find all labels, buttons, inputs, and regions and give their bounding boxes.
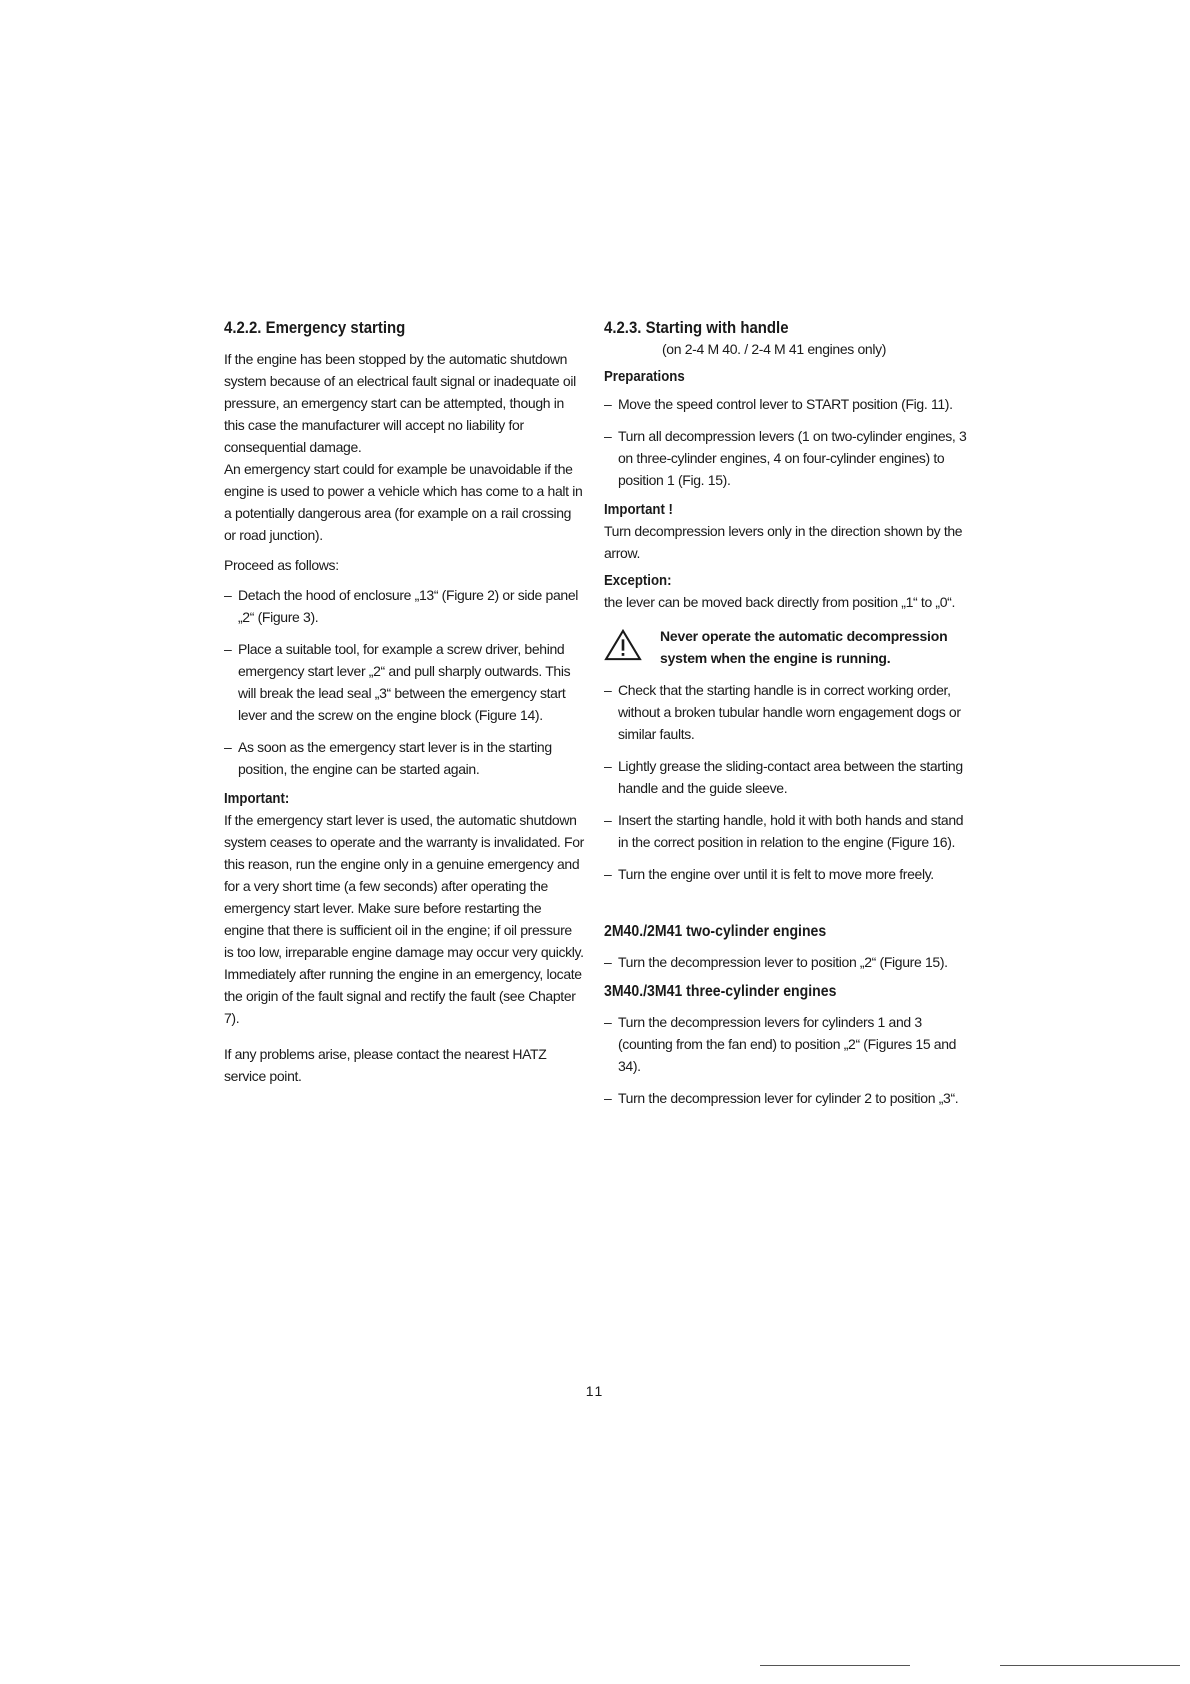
two-cylinder-heading: 2M40./2M41 two-cylinder engines (604, 923, 827, 940)
important-text: Turn decompression levers only in the direction shown by the arrow. (604, 523, 963, 561)
important-label: Important ! (604, 501, 673, 518)
list-item: – Turn the decompression lever to position „2“ (Figure 15). (604, 951, 969, 973)
section-heading-emergency-starting: 4.2.2. Emergency starting (224, 318, 406, 337)
emergency-steps-list (224, 584, 584, 780)
list-item: – Turn all decompression levers (1 on two-cylinder engines, 3 on three-cylinder engines, 4 on four-cylinder engines) to position 1 (Fig. 15). (604, 425, 969, 491)
list-item: – Check that the starting handle is in correct working order, without a broken tubular handle worn engagement dogs or similar faults. (604, 679, 969, 745)
list-item: – Turn the decompression lever for cylinder 2 to position „3“. (604, 1087, 969, 1109)
exception-label: Exception: (604, 572, 672, 589)
warning-text: Never operate the automatic decompression system when the engine is running. (660, 628, 948, 666)
right-column (604, 318, 969, 1119)
list-item: – Turn the decompression levers for cylinders 1 and 3 (counting from the fan end) to position „2“ (Figures 15 and 34). (604, 1011, 969, 1077)
list-item: – Turn the engine over until it is felt to move more freely. (604, 863, 969, 885)
proceed-text: Proceed as follows: (224, 557, 339, 573)
list-item: – Move the speed control lever to START position (Fig. 11). (604, 393, 969, 415)
important-text: If the emergency start lever is used, the automatic shutdown system ceases to operate and the warranty is invalidated. For this reason, run the engine only in a genuine emergency and for a very short time (a few seconds) after operating the emergency start lever. Make sure before restarting the engine that there is sufficient oil in the engine; if oil pressure is too low, irreparable engine damage may occur very quickly. (224, 812, 584, 960)
page-number: 11 (585, 1383, 605, 1399)
list-item: – Detach the hood of enclosure „13“ (Figure 2) or side panel „2“ (Figure 3). (224, 584, 584, 628)
important-label: Important: (224, 790, 290, 807)
check-steps-list (604, 679, 969, 885)
three-cylinder-heading: 3M40./3M41 three-cylinder engines (604, 983, 837, 1000)
three-cylinder-steps-list (604, 1011, 969, 1109)
footer-rule-right (1000, 1665, 1180, 1666)
list-item: – Insert the starting handle, hold it with both hands and stand in the correct position in relation to the engine (Figure 16). (604, 809, 969, 853)
two-cylinder-steps-list (604, 951, 969, 973)
warning-triangle-icon (604, 629, 642, 661)
list-item: – Place a suitable tool, for example a screw driver, behind emergency start lever „2“ and pull sharply outwards. This will break the lead seal „3“ between the emergency start lever and the screw on the engine block (Figure 14). (224, 638, 584, 726)
list-item: – As soon as the emergency start lever is in the starting position, the engine can be started again. (224, 736, 584, 780)
exception-text: the lever can be moved back directly from position „1“ to „0“. (604, 594, 956, 610)
left-column (224, 318, 584, 1095)
intro-paragraph-2: An emergency start could for example be unavoidable if the engine is used to power a vehicle which has come to a halt in a potentially dangerous area (for example on a rail crossing or road junction). (224, 461, 583, 543)
important-text-2: Immediately after running the engine in an emergency, locate the origin of the fault signal and rectify the fault (see Chapter 7). (224, 966, 582, 1026)
preparation-steps-list (604, 393, 969, 491)
contact-text: If any problems arise, please contact the nearest HATZ service point. (224, 1046, 547, 1084)
warning-block (604, 625, 969, 669)
list-item: – Lightly grease the sliding-contact area between the starting handle and the guide sleeve. (604, 755, 969, 799)
section-subheading: (on 2-4 M 40. / 2-4 M 41 engines only) (662, 341, 887, 357)
section-heading-starting-with-handle: 4.2.3. Starting with handle (604, 318, 789, 337)
footer-rule-left (760, 1665, 910, 1666)
preparations-label: Preparations (604, 368, 685, 385)
spacer (604, 895, 969, 923)
intro-paragraph: If the engine has been stopped by the automatic shutdown system because of an electrical fault signal or inadequate oil pressure, an emergency start can be attempted, though in this case the manufacturer will accept no liability for consequential damage. (224, 351, 576, 455)
